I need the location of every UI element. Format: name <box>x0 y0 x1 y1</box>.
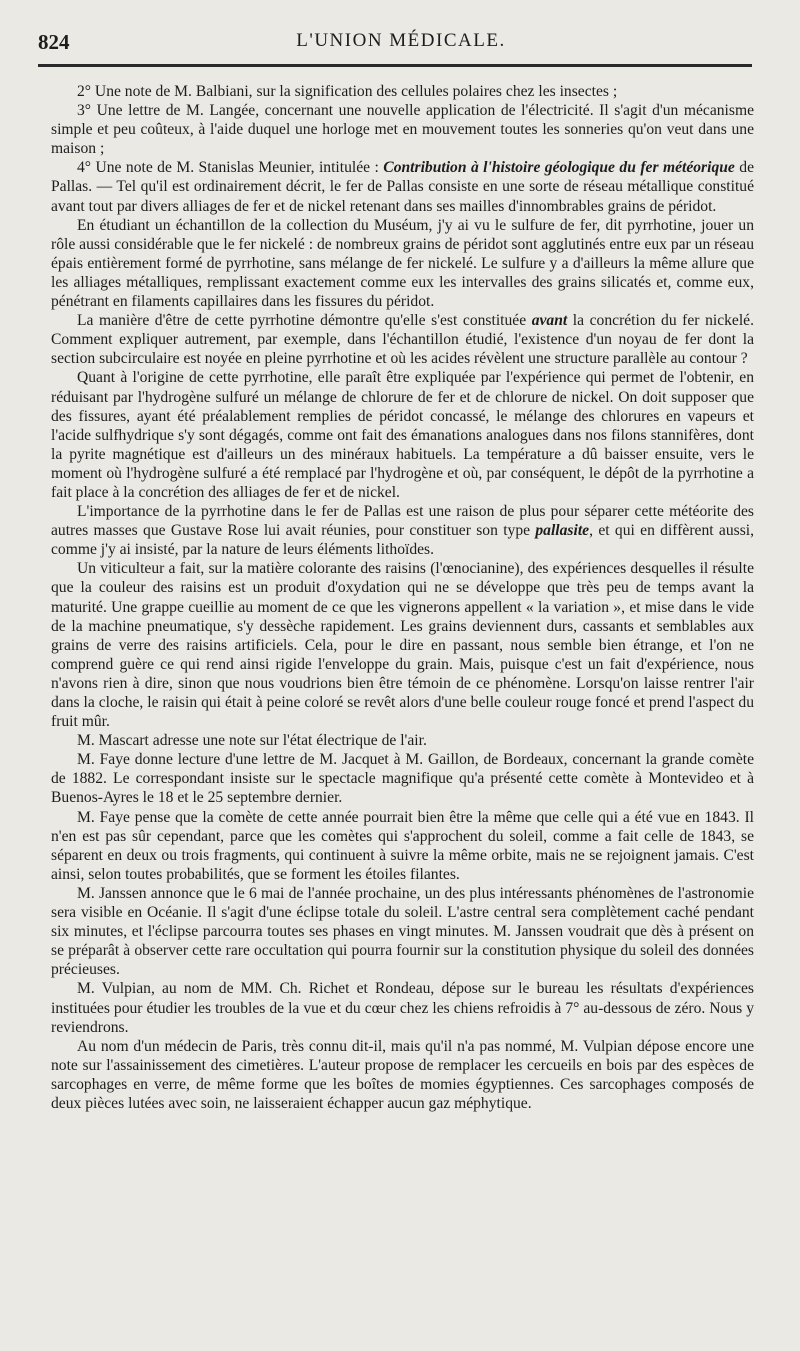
paragraph: 4° Une note de M. Stanislas Meunier, intitulée : Contribution à l'histoire géologique du fer météorique de Pallas. — Tel qu'il est ordinairement décrit, le fer de Pallas consiste en une sorte de réseau métallique constitué avant tout par divers alliages de fer et de nickel retenant dans ses mailles d'innombrables grains de péridot. <box>51 159 755 215</box>
page-header <box>38 28 764 58</box>
paragraph: M. Janssen annonce que le 6 mai de l'année prochaine, un des plus intéressants phénomènes de l'astronomie sera visible en Océanie. Il s'agit d'une éclipse totale du soleil. L'astre central sera complètement caché pendant six minutes, et l'éclipse parcourra toutes ses phases en vingt minutes. M. Janssen voudrait que dès à présent on se préparât à observer cette rare occultation qui pourra fournir sur la constitution physique du soleil des données précieuses. <box>51 884 754 979</box>
page-number: 824 <box>38 30 70 54</box>
paragraph: 3° Une lettre de M. Langée, concernant une nouvelle application de l'électricité. Il s'agit d'un mécanisme simple et peu coûteux, à l'aide duquel une horloge met en mouvement toutes les sonneries qu'on veut dans une maison ; <box>51 102 754 158</box>
paragraph: La manière d'être de cette pyrrhotine démontre qu'elle s'est constituée avant la concrétion du fer nickelé. Comment expliquer autrement, par exemple, dans l'échantillon étudié, l'existence d'un noyau de fer dont la section subcirculaire est noyée en pleine pyrrhotine et où les acides révèlent une structure parallèle au contour ? <box>51 312 754 368</box>
paragraph: M. Faye donne lecture d'une lettre de M. Jacquet à M. Gaillon, de Bordeaux, concernant la grande comète de 1882. Le correspondant insiste sur le spectacle magnifique qu'a présenté cette comète à Montevideo et à Buenos-Ayres le 18 et le 25 septembre dernier. <box>51 751 754 807</box>
paragraph: En étudiant un échantillon de la collection du Muséum, j'y ai vu le sulfure de fer, dit pyrrhotine, jouer un rôle aussi considérable que le fer nickelé : de nombreux grains de péridot sont agglutinés entre eux par un réseau épais entièrement formé de pyrrhotine, sans mélange de fer nickelé. Le sulfure y a d'ailleurs la même allure que les alliages métalliques, remplissant exactement comme eux les intervalles des grains silicatés et, comme eux, pénétrant en filaments capillaires dans les fissures du péridot. <box>51 216 754 311</box>
paragraph: M. Faye pense que la comète de cette année pourrait bien être la même que celle qui a été vue en 1843. Il n'en est pas sûr cependant, parce que les comètes qui s'approchent du soleil, comme a fait celle de 1843, se séparent en deux ou trois fragments, qui continuent à suivre la même orbite, mais ne se rejoignent jamais. C'est ainsi, selon toutes probabilités, que se forment les étoiles filantes. <box>51 808 754 883</box>
paragraph: Un viticulteur a fait, sur la matière colorante des raisins (l'œnocianine), des expériences desquelles il résulte que la couleur des raisins est un produit d'oxydation qui ne se développe que très peu de temps avant la maturité. Une grappe cueillie au moment de ce que les vignerons appellent « la variation », et mise dans le vide de la machine pneumatique, s'y dessèche rapidement. Les grains deviennent durs, cassants et semblables aux grains de verre des raisins artificiels. Cela, pour le dire en passant, nous semble bien étrange, et l'on ne comprend guère ce qui rend ainsi rigide l'enveloppe du grain. Mais, puisque c'est un fait d'expérience, nous n'avons rien à dire, sinon que nous voudrions bien être témoin de ce phénomène. Lorsqu'on laisse rentrer l'air dans la cloche, le raisin qui était à peine coloré se revêt alors d'une belle couleur rouge foncé et prend l'aspect du fruit mûr. <box>51 560 754 731</box>
paragraph: L'importance de la pyrrhotine dans le fer de Pallas est une raison de plus pour séparer cette météorite des autres masses que Gustave Rose lui avait réunies, pour constituer son type pallasite, et qui en diffèrent aussi, comme j'y ai insisté, par la nature de leurs éléments lithoïdes. <box>51 503 754 559</box>
paragraph: M. Vulpian, au nom de MM. Ch. Richet et Rondeau, dépose sur le bureau les résultats d'expériences instituées pour étudier les troubles de la vue et du cœur chez les chiens refroidis à 7° au-dessous de zéro. Nous y reviendrons. <box>51 980 754 1036</box>
italic-word: avant <box>531 312 568 330</box>
article-body <box>51 82 754 1113</box>
italic-word: pallasite <box>535 522 590 540</box>
paragraph: M. Mascart adresse une note sur l'état électrique de l'air. <box>77 732 427 750</box>
header-rule <box>38 64 752 67</box>
running-title: L'UNION MÉDICALE. <box>296 30 506 51</box>
paragraph: Quant à l'origine de cette pyrrhotine, elle paraît être expliquée par l'expérience qui permet de l'obtenir, en réduisant par l'hydrogène sulfuré un mélange de chlorure de fer et de chlorure de nickel. On doit supposer que des fissures, ayant été préalablement remplies de péridot concassé, le mélange des chlorures en vapeurs et l'acide sulfhydrique s'y sont dégagés, comme ont fait des émanations analogues dans nos filons stannifères, dont la pyrite magnétique est d'ailleurs un des minéraux habituels. La température a dû baisser ensuite, vers le moment où l'hydrogène sulfuré a été remplacé par l'hydrogène et où, par conséquent, le dépôt de la pyrrhotine a fait place à la concrétion des alliages de fer et de nickel. <box>51 369 754 501</box>
paragraph: Au nom d'un médecin de Paris, très connu dit-il, mais qu'il n'a pas nommé, M. Vulpian dépose encore une note sur l'assainissement des cimetières. L'auteur propose de remplacer les cercueils en bois par des espèces de sarcophages en verre, de même forme que les boîtes de momies égyptiennes. Ces sarcophages composés de deux pièces lutées avec soin, ne laisseraient échapper aucun gaz méphytique. <box>51 1037 754 1112</box>
italic-title: Contribution à l'histoire géologique du fer météorique <box>383 159 735 177</box>
paragraph: 2° Une note de M. Balbiani, sur la signification des cellules polaires chez les insectes ; <box>77 83 618 100</box>
